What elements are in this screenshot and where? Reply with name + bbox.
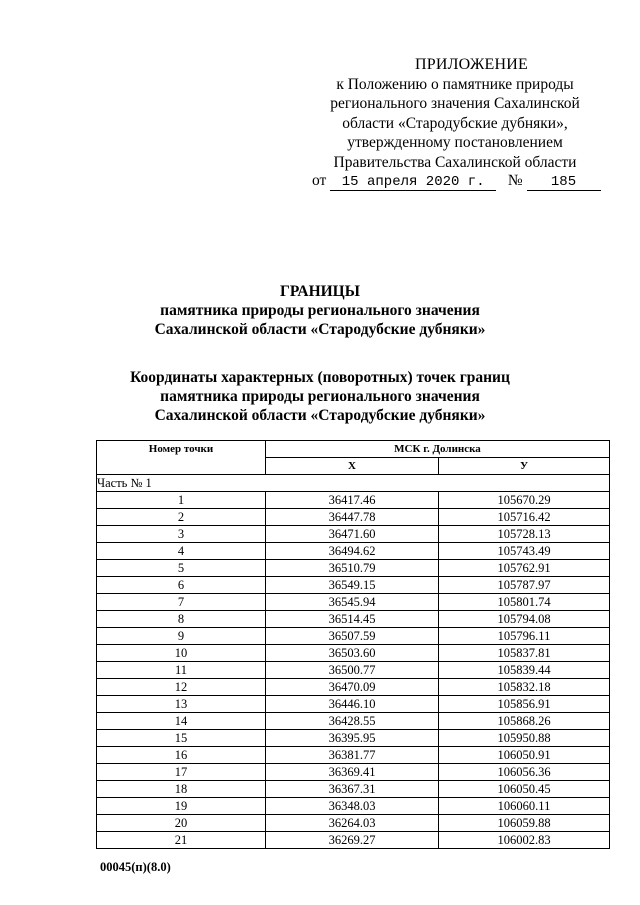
heading-line: Сахалинской области «Стародубские дубняки» <box>154 407 486 424</box>
point-number-cell: 21 <box>97 832 266 849</box>
y-coordinate-cell: 105762.91 <box>439 560 610 577</box>
x-coordinate-cell: 36369.41 <box>266 764 439 781</box>
x-coordinate-cell: 36471.60 <box>266 526 439 543</box>
y-coordinate-cell: 105728.13 <box>439 526 610 543</box>
x-coordinate-cell: 36417.46 <box>266 492 439 509</box>
boundaries-heading <box>0 282 640 339</box>
y-coordinate-cell: 105796.11 <box>439 628 610 645</box>
appendix-title: ПРИЛОЖЕНИЕ <box>415 56 529 73</box>
x-coordinate-cell: 36269.27 <box>266 832 439 849</box>
appendix-line: области «Стародубские дубняки», <box>342 114 568 132</box>
y-coordinate-cell: 105787.97 <box>439 577 610 594</box>
y-coordinate-cell: 106059.88 <box>439 815 610 832</box>
x-coordinate-cell: 36395.95 <box>266 730 439 747</box>
table-row <box>97 696 610 713</box>
point-number-cell: 15 <box>97 730 266 747</box>
y-coordinate-cell: 105801.74 <box>439 594 610 611</box>
y-coordinate-cell: 106002.83 <box>439 832 610 849</box>
x-coordinate-cell: 36507.59 <box>266 628 439 645</box>
point-number-cell: 4 <box>97 543 266 560</box>
table-row <box>97 577 610 594</box>
table-row <box>97 815 610 832</box>
appendix-line: Правительства Сахалинской области <box>333 153 577 171</box>
y-coordinate-cell: 105670.29 <box>439 492 610 509</box>
y-coordinate-cell: 105832.18 <box>439 679 610 696</box>
y-coordinate-cell: 106050.45 <box>439 781 610 798</box>
appendix-line: к Положению о памятнике природы <box>336 75 574 93</box>
x-coordinate-cell: 36447.78 <box>266 509 439 526</box>
point-number-cell: 7 <box>97 594 266 611</box>
point-number-cell: 13 <box>97 696 266 713</box>
table-row <box>97 832 610 849</box>
table-row <box>97 747 610 764</box>
x-coordinate-cell: 36503.60 <box>266 645 439 662</box>
header-point-number: Номер точки <box>97 441 266 475</box>
point-number-cell: 20 <box>97 815 266 832</box>
appendix-block <box>300 55 610 172</box>
coordinates-heading <box>0 368 640 425</box>
point-number-cell: 2 <box>97 509 266 526</box>
x-coordinate-cell: 36500.77 <box>266 662 439 679</box>
y-coordinate-cell: 106056.36 <box>439 764 610 781</box>
point-number-cell: 16 <box>97 747 266 764</box>
point-number-cell: 10 <box>97 645 266 662</box>
x-coordinate-cell: 36510.79 <box>266 560 439 577</box>
y-coordinate-cell: 105856.91 <box>439 696 610 713</box>
y-coordinate-cell: 105950.88 <box>439 730 610 747</box>
point-number-cell: 19 <box>97 798 266 815</box>
table-row <box>97 594 610 611</box>
table-row <box>97 713 610 730</box>
header-x: X <box>266 458 439 475</box>
table-row <box>97 764 610 781</box>
x-coordinate-cell: 36264.03 <box>266 815 439 832</box>
table-row <box>97 543 610 560</box>
point-number-cell: 12 <box>97 679 266 696</box>
y-coordinate-cell: 106050.91 <box>439 747 610 764</box>
number-label: № <box>507 172 523 189</box>
resolution-dateline <box>312 172 612 191</box>
point-number-cell: 3 <box>97 526 266 543</box>
x-coordinate-cell: 36494.62 <box>266 543 439 560</box>
point-number-cell: 6 <box>97 577 266 594</box>
x-coordinate-cell: 36367.31 <box>266 781 439 798</box>
point-number-cell: 1 <box>97 492 266 509</box>
heading-line: Координаты характерных (поворотных) точек границ <box>130 369 510 386</box>
appendix-line: утвержденному постановлением <box>347 134 563 151</box>
coordinates-table <box>96 440 610 849</box>
appendix-line: регионального значения Сахалинской <box>330 95 580 112</box>
y-coordinate-cell: 106060.11 <box>439 798 610 815</box>
table-row <box>97 526 610 543</box>
table-row <box>97 730 610 747</box>
resolution-number: 185 <box>527 174 601 191</box>
y-coordinate-cell: 105743.49 <box>439 543 610 560</box>
point-number-cell: 18 <box>97 781 266 798</box>
point-number-cell: 5 <box>97 560 266 577</box>
table-row <box>97 492 610 509</box>
y-coordinate-cell: 105794.08 <box>439 611 610 628</box>
point-number-cell: 9 <box>97 628 266 645</box>
point-number-cell: 17 <box>97 764 266 781</box>
x-coordinate-cell: 36470.09 <box>266 679 439 696</box>
point-number-cell: 8 <box>97 611 266 628</box>
table-row <box>97 611 610 628</box>
y-coordinate-cell: 105837.81 <box>439 645 610 662</box>
x-coordinate-cell: 36428.55 <box>266 713 439 730</box>
x-coordinate-cell: 36545.94 <box>266 594 439 611</box>
document-code: 00045(п)(8.0) <box>100 860 171 874</box>
heading-line: памятника природы регионального значения <box>160 388 480 405</box>
table-row <box>97 662 610 679</box>
table-row <box>97 679 610 696</box>
from-label: от <box>312 172 327 189</box>
part-label: Часть № 1 <box>97 475 610 492</box>
x-coordinate-cell: 36348.03 <box>266 798 439 815</box>
header-y: У <box>439 458 610 475</box>
y-coordinate-cell: 105839.44 <box>439 662 610 679</box>
table-row <box>97 781 610 798</box>
table-row <box>97 798 610 815</box>
point-number-cell: 14 <box>97 713 266 730</box>
table-row <box>97 509 610 526</box>
x-coordinate-cell: 36514.45 <box>266 611 439 628</box>
x-coordinate-cell: 36549.15 <box>266 577 439 594</box>
heading-line: памятника природы регионального значения <box>160 302 480 319</box>
heading-line: Сахалинской области «Стародубские дубняки» <box>154 321 486 338</box>
header-coordinate-system: МСК г. Долинска <box>266 441 610 458</box>
table-row <box>97 628 610 645</box>
table-row <box>97 560 610 577</box>
x-coordinate-cell: 36381.77 <box>266 747 439 764</box>
point-number-cell: 11 <box>97 662 266 679</box>
x-coordinate-cell: 36446.10 <box>266 696 439 713</box>
table-row <box>97 645 610 662</box>
heading-title: ГРАНИЦЫ <box>280 283 360 300</box>
y-coordinate-cell: 105868.26 <box>439 713 610 730</box>
resolution-date: 15 апреля 2020 г. <box>330 174 496 191</box>
y-coordinate-cell: 105716.42 <box>439 509 610 526</box>
